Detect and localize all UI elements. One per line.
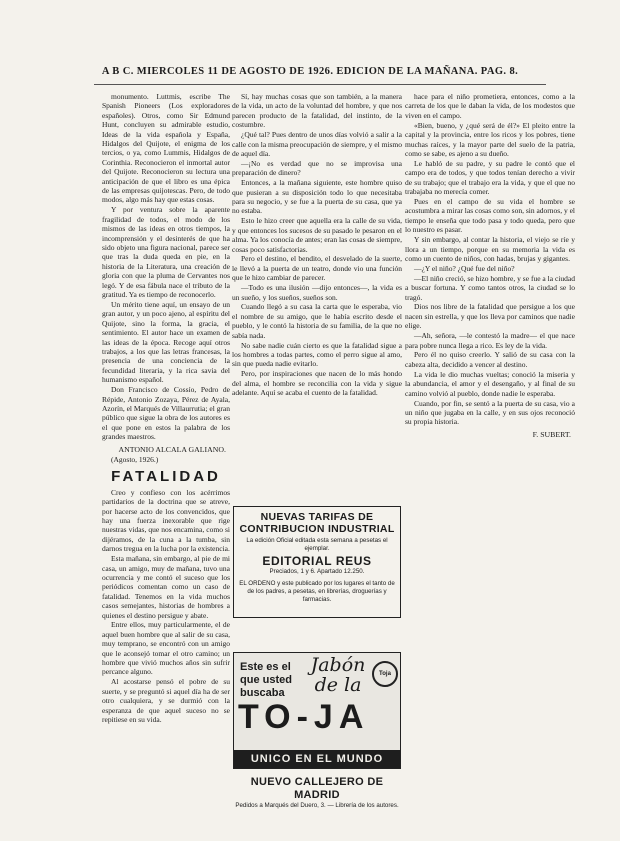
col3-paragraph: Y sin embargo, al contar la historia, el viejo se ríe y llora a un tiempo, porque en su memoria la vida es como un cuento de niños, con hadas, brujas y gigantes. bbox=[405, 235, 575, 263]
col3-paragraph: —Ah, señora, —le contestó la madre— el que nace para pobre nunca llega a rico. Es ley de la vida. bbox=[405, 331, 575, 350]
ad1-line3: La edición Oficial editada esta semana a pesetas el ejemplar. bbox=[246, 537, 388, 552]
ad1-note: EL ORDENO y este publicado por los lugares el tanto de de los padres, a pesetas, en librerías, droguerías y farmacias. bbox=[239, 580, 395, 603]
advertisement-contribucion bbox=[233, 506, 401, 618]
fatalidad-paragraph: Entre ellos, muy particularmente, el de aquel buen hombre que al salir de su casa, muy temprano, se encontró con un amigo que le aconsejó tomar el otro camino; un hombre que vivió muchos años sin sufrir percance alguno. bbox=[102, 620, 230, 677]
col1-paragraph: Un mérito tiene aquí, un ensayo de un gran autor, y un poco ajeno, al espíritu del Quijote, sino la forma, la gracia, el sentimiento. El autor hace un examen de las ideas de la época. Recoge aquí otros trabajos, a los que las letras francesas, la presencia de una conciencia de la fecundidad literaria, y la rica savia del humanismo español. bbox=[102, 299, 230, 385]
page-header: A B C. MIERCOLES 11 DE AGOSTO DE 1926. EDICION DE LA MAÑANA. PAG. 8. bbox=[101, 66, 519, 77]
col3-paragraph: —El niño creció, se hizo hombre, y se fue a la ciudad a buscar fortuna. Y como tantos otros, la ciudad se lo tragó. bbox=[405, 273, 575, 302]
col3-paragraph: La vida le dio muchas vueltas; conoció la miseria y la abundancia, el amor y el desengaño, y al final de su camino volvió al pueblo, donde nadie le esperaba. bbox=[405, 369, 575, 398]
col2-paragraph: Pero, por inspiraciones que nacen de lo más hondo del alma, el hombre se reconcilia con la vida y sigue adelante. Aquí se acaba el cuento de la fatalidad. bbox=[232, 369, 402, 398]
toja-logo-icon: Toja bbox=[372, 661, 398, 687]
column-2 bbox=[232, 92, 402, 500]
ad1-line2: CONTRIBUCION INDUSTRIAL bbox=[239, 523, 395, 535]
section-title: FATALIDAD bbox=[111, 468, 221, 486]
column-3 bbox=[405, 92, 575, 837]
ad1-publisher: EDITORIAL REUS bbox=[262, 554, 372, 568]
col2-paragraph: Sí, hay muchas cosas que son también, a la manera de la vida, un acto de la voluntad del hombre, y que nos parecen producto de la fatalidad, del instinto, de la costumbre. bbox=[232, 92, 402, 130]
advertisement-callejero bbox=[233, 776, 401, 810]
col2-paragraph: Cuando llegó a su casa la carta que le esperaba, vio el nombre de su amigo, que le había escrito desde el pueblo, y le contó la historia de su familia, de la que no sabía nada. bbox=[232, 302, 402, 340]
ad1-address: Preciados, 1 y 6. Apartado 12.250. bbox=[269, 568, 365, 575]
col2-paragraph: Pero el destino, el bendito, el desvelado de la suerte, le llevó a la puerta de un teatro, donde vio una función que le hizo cambiar de parecer. bbox=[232, 254, 402, 283]
col3-paragraph: —¿Y el niño? ¿Qué fue del niño? bbox=[414, 263, 515, 273]
col3-paragraph: hace para el niño prometiera, entonces, como a la carreta de los que le daban la vida, de los modestos que viven en el campo. bbox=[405, 92, 575, 120]
fatalidad-paragraph: Al acostarse pensó el pobre de su suerte, y se preguntó si aquel día ha de ser otro cualquiera, y se durmió con la esperanza de que aquel suceso no se repitiese en su vida. bbox=[102, 677, 230, 724]
column-1 bbox=[102, 92, 230, 837]
ad2-brand: TO-JA bbox=[238, 698, 370, 736]
col1-paragraph: Y por ventura sobre la aparente fragilidad de todos, el modo de los mismos de las ideas en otros tiempos, la incomprensión y el desinterés de que ha sido objeto una figura nacional, parece ser que tras la duda queda en pie, en la historia de la Literatura, una creación de gloria con que la pluma de Cervantes nos legó. Y de esa fábula nace el tributo de la gratitud. Ya es tiempo de reconocerlo. bbox=[102, 205, 230, 300]
col3-paragraph: Cuando, por fin, se sentó a la puerta de su casa, vio a un niño que jugaba en la calle, y en sus ojos reconoció su propia historia. bbox=[405, 398, 575, 427]
col2-paragraph: —Todo es una ilusión —dijo entonces—, la vida es un sueño, y los sueños, sueños son. bbox=[232, 283, 402, 302]
col3-paragraph: Pero él no quiso creerlo. Y salió de su casa con la cabeza alta, decidido a vencer al destino. bbox=[405, 350, 575, 369]
advertisement-toja bbox=[233, 652, 401, 769]
col3-paragraph: Pues en el campo de su vida el hombre se acostumbra a mirar las cosas como son, sin adornos, y el tiempo le enseña que todo pasa y todo queda, pero que lo nuestro es pasar. bbox=[405, 196, 575, 235]
fatalidad-paragraph: Esta mañana, sin embargo, al pie de mi casa, un amigo, muy de mañana, tuvo una ocurrencia y me contó el suceso que los periódicos comentan como un caso de fatalidad. Tenemos en la vida muchos casos semejantes, historias de hombres a quienes el destino persigue y abate. bbox=[102, 554, 230, 620]
col3-paragraph: Le habló de su padre, y su padre le contó que el campo era de todos, y que todos tenían derecho a vivir de su trabajo; que el trabajo era la vida, y que el que no trabajaba no merecía comer. bbox=[405, 158, 575, 197]
ad2-tagline: UNICO EN EL MUNDO bbox=[234, 750, 400, 768]
ad3-title: NUEVO CALLEJERO DE MADRID bbox=[250, 776, 384, 801]
col1-paragraph: Don Francisco de Cossío, Pedro de Répide, Antonio Zozaya, Pérez de Ayala, Azorín, el Marqués de Villaurrutia; el gran público que sigue la obra de los autores es el que pone en estos la palabra de los grandes maestros. bbox=[102, 385, 230, 442]
col2-paragraph: Esto le hizo creer que aquella era la calle de su vida, y que entonces los sucesos de su pasado le pesaron en el alma. Ya los conocía de antes; eran las cosas de siempre, cosas poco satisfactorias. bbox=[232, 216, 402, 254]
col3-signature: F. SUBERT. bbox=[532, 429, 571, 439]
header-rule bbox=[94, 84, 546, 85]
col2-paragraph: Entonces, a la mañana siguiente, este hombre quiso que pusieran a su disposición todo lo que necesitaba para su negocio, y se fue a la puerta de su casa, que ya no estaba. bbox=[232, 178, 402, 216]
ad1-line1: NUEVAS TARIFAS DE bbox=[260, 511, 374, 523]
article-dateline: (Agosto, 1926.) bbox=[111, 454, 159, 464]
col2-paragraph: ¿Qué tal? Pues dentro de unos días volvió a salir a la calle con la misma preocupación de siempre, y el mismo de aquel día. bbox=[232, 130, 402, 158]
ad2-script-text: Jabón de la bbox=[310, 654, 366, 696]
article-signature: ANTONIO ALCALA GALIANO. bbox=[118, 444, 226, 454]
col2-paragraph: No sabe nadie cuán cierto es que la fatalidad sigue a los hombres a todas partes, como el perro sigue al amo, sin que pueda nadie evitarlo. bbox=[232, 340, 402, 369]
col3-paragraph: «Bien, bueno, y ¿qué será de él?» El pleito entre la capital y la provincia, entre los ricos y los pobres, tiene muchas raíces, y la mayor parte del suelo de la patria, como se sabe, es ajeno a su dueño. bbox=[405, 120, 575, 158]
fatalidad-paragraph: Creo y confieso con los acérrimos partidarios de la doctrina que se atreve, por hacerse acto de los convencidos, que hay una fuerza inexorable que rige nuestras vidas, que nos encamina, como si dijéramos, de la cuna a la tumba, sin darnos tregua en la lucha por la existencia. bbox=[102, 487, 230, 554]
col2-paragraph: —¡No es verdad que no se improvisa una preparación de dinero? bbox=[232, 158, 402, 178]
col3-paragraph: Dios nos libre de la fatalidad que persigue a los que nacen sin estrella, y que los lleva por caminos que nadie elige. bbox=[405, 302, 575, 331]
ad3-note: Pedidos a Marqués del Duero, 3. — Librería de los autores. bbox=[235, 802, 399, 809]
col1-paragraph: monumento. Luttmis, escribe The Spanish Pioneers (Los exploradores españoles). Otros, como Sir Edmund Hunt, concluyen su admirable estudio, Ideas de la vida española y España, Hidalgos del Quijote, el enigma de los tercios, o ya, como Lummis, Hidalgos de Corinthia. Reconocieron el inmortal autor del Quijote. Reconocieron su lectura una anticipación de que el libro es una épica de las empresas quijotescas. Pero, de todo modos, algo más hay que estas cosas. bbox=[102, 92, 230, 205]
ad2-left-text: Este es el que usted buscaba bbox=[240, 661, 292, 699]
